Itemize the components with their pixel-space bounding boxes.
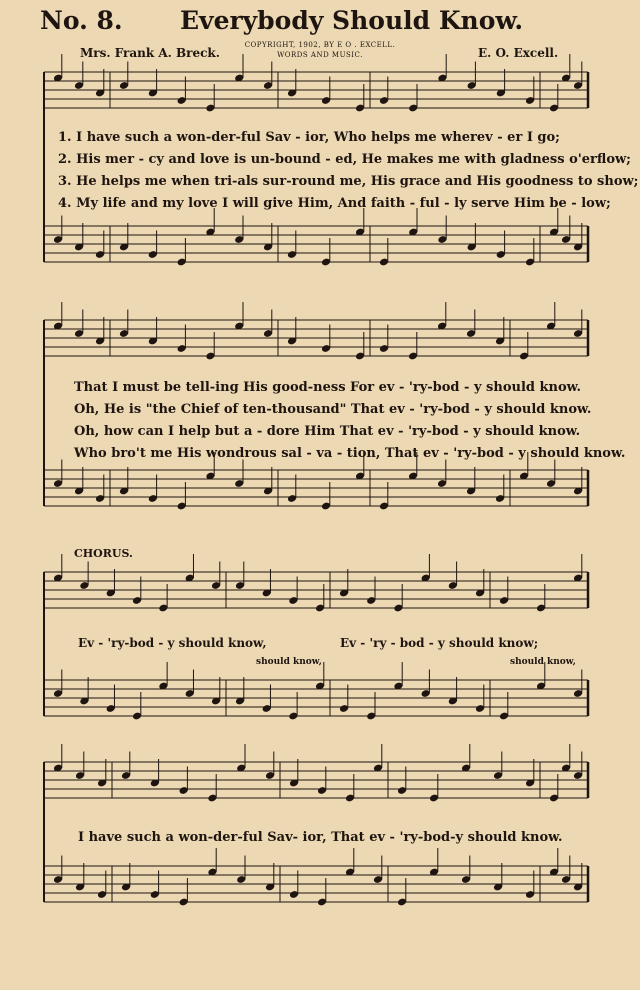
verse-1-line: 1. I have such a won-der-ful Sav - ior, Who helps me wherev - er I go; [58, 130, 560, 145]
chorus-lyric-b: Ev - 'ry - bod - y should know; [340, 636, 539, 650]
echo-lyric-a: should know, [256, 657, 322, 667]
echo-lyric-b: should know, [510, 657, 576, 667]
verse-4-line: 4. My life and my love I will give Him, And faith - ful - ly serve Him be - low; [58, 196, 611, 211]
verse-3-line: 3. He helps me when tri-als sur-round me, His grace and His goodness to show; [58, 174, 639, 189]
hymn-title: Everybody Should Know. [180, 6, 524, 35]
chorus-lyric-a: Ev - 'ry-bod - y should know, [78, 636, 267, 650]
verse-2-line: 2. His mer - cy and love is un-bound - ed, He makes me with gladness o'erflow; [58, 152, 631, 167]
hymn-number: No. 8. [40, 6, 123, 35]
composer: E. O. Excell. [478, 46, 559, 60]
lyricist: Mrs. Frank A. Breck. [80, 46, 220, 60]
copyright-line: COPYRIGHT, 1902, BY E O . EXCELL. [244, 41, 396, 49]
chorus-final-lyric: I have such a won-der-ful Sav- ior, That ev - 'ry-bod-y should know. [78, 830, 563, 845]
chorus-label: CHORUS. [74, 547, 133, 560]
refrain-2-line: Oh, He is "the Chief of ten-thousand" That ev - 'ry-bod - y should know. [74, 402, 592, 417]
refrain-3-line: Oh, how can I help but a - dore Him That ev - 'ry-bod - y should know. [74, 424, 581, 439]
refrain-1-line: That I must be tell-ing His good-ness For ev - 'ry-bod - y should know. [74, 380, 582, 395]
refrain-4-line: Who bro't me His wondrous sal - va - tion, That ev - 'ry-bod - y should know. [74, 446, 626, 461]
copyright-line: WORDS AND MUSIC. [277, 51, 363, 59]
